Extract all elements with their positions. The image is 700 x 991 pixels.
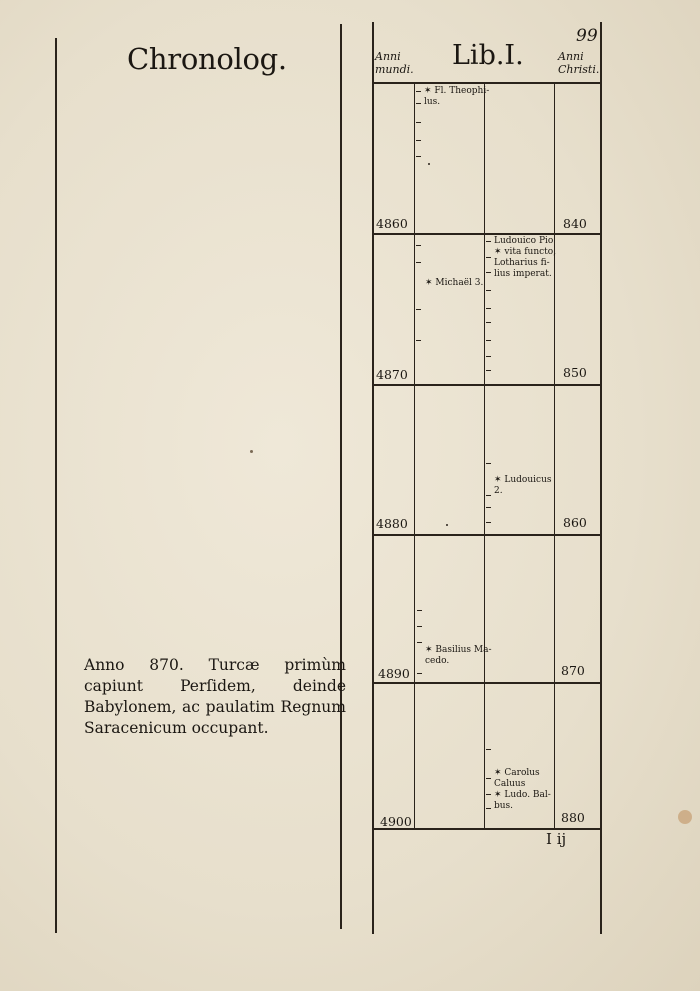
tick-mark — [486, 794, 491, 795]
column-rule-3 — [554, 82, 555, 828]
left-column-rule — [340, 24, 342, 929]
tick-mark — [486, 808, 491, 809]
entry-col3: ✶ Ludouicus 2. — [494, 475, 552, 496]
table-header-rule — [372, 82, 600, 84]
tick-mark — [417, 610, 422, 611]
tick-mark — [486, 290, 491, 291]
tick-mark — [486, 322, 491, 323]
year-anni-mundi: 4880 — [376, 516, 408, 531]
entry-col2: ✶ Michaël 3. — [425, 278, 484, 288]
dot-mark — [428, 163, 430, 165]
year-anni-mundi: 4860 — [376, 216, 408, 231]
tick-mark — [486, 507, 491, 508]
tick-mark — [416, 156, 421, 157]
tick-mark — [416, 140, 421, 141]
year-anni-christi: 870 — [561, 663, 585, 678]
tick-mark — [486, 463, 491, 464]
row-rule — [372, 233, 600, 235]
tick-mark — [416, 262, 421, 263]
row-rule — [372, 534, 600, 536]
signature-mark: I ij — [546, 830, 567, 848]
entry-col3: Ludouico Pio ✶ vita functo, Lotharius fi- lius imperat. — [494, 236, 557, 279]
historical-note: Anno 870. Turcæ primùm capiunt Perſidem, deinde Babylonem, ac paulatim Regnum Saracenicum occupant. — [84, 656, 346, 737]
tick-mark — [486, 241, 491, 242]
tick-mark — [486, 522, 491, 523]
tick-mark — [486, 495, 491, 496]
column-label-anni-christi: Anni Christi. — [558, 50, 600, 76]
entry-col3: ✶ Carolus Caluus ✶ Ludo. Bal- bus. — [494, 768, 551, 811]
tick-mark — [416, 103, 421, 104]
tick-mark — [486, 340, 491, 341]
tick-mark — [486, 370, 491, 371]
left-margin-rule — [55, 38, 57, 933]
tick-mark — [417, 673, 422, 674]
tick-mark — [486, 272, 491, 273]
tick-mark — [416, 340, 421, 341]
year-anni-christi: 850 — [563, 365, 587, 380]
running-head-center: Lib.I. — [452, 40, 524, 71]
column-rule-1 — [414, 82, 415, 828]
table-rule-right — [600, 22, 602, 934]
row-rule — [372, 384, 600, 386]
year-anni-christi: 860 — [563, 515, 587, 530]
tick-mark — [486, 257, 491, 258]
tick-mark — [416, 91, 421, 92]
tick-mark — [416, 245, 421, 246]
entry-col2: ✶ Basilius Ma- cedo. — [425, 645, 492, 666]
year-anni-christi: 840 — [563, 216, 587, 231]
year-anni-mundi: 4870 — [376, 367, 408, 382]
paper-stain — [678, 810, 692, 824]
tick-mark — [486, 749, 491, 750]
tick-mark — [486, 356, 491, 357]
dot-mark — [446, 524, 448, 526]
year-anni-mundi: 4890 — [378, 666, 410, 681]
column-rule-2 — [484, 82, 485, 828]
table-rule-left — [372, 22, 374, 934]
entry-col2: ✶ Fl. Theophi- lus. — [424, 86, 490, 107]
tick-mark — [486, 778, 491, 779]
tick-mark — [417, 642, 422, 643]
year-anni-christi: 880 — [561, 810, 585, 825]
row-rule — [372, 682, 600, 684]
paper-stain — [250, 450, 253, 453]
tick-mark — [486, 308, 491, 309]
running-head-left: Chronolog. — [127, 42, 287, 76]
column-label-anni-mundi: Anni mundi. — [375, 50, 414, 76]
tick-mark — [416, 122, 421, 123]
tick-mark — [417, 626, 422, 627]
tick-mark — [416, 309, 421, 310]
year-anni-mundi: 4900 — [380, 814, 412, 829]
page-number: 99 — [576, 26, 598, 46]
